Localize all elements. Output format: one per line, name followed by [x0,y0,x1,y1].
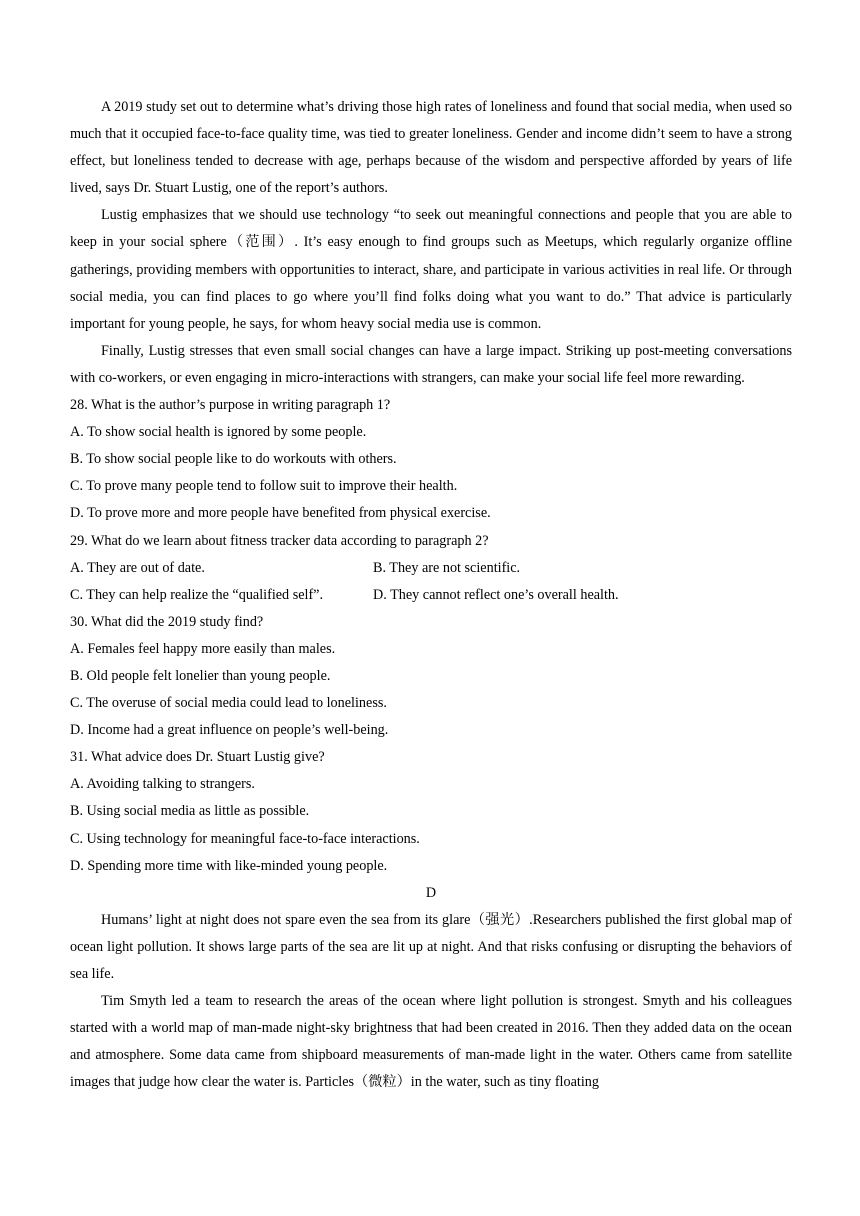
option-b: B. To show social people like to do workouts with others. [70,451,397,468]
section-heading-d: D [425,884,437,901]
question-29 [70,528,792,609]
question-31 [70,744,792,879]
option-c: C. To prove many people tend to follow suit to improve their health. [70,478,458,495]
question-stem: 28. What is the author’s purpose in writing paragraph 1? [70,397,391,414]
question-30 [70,609,792,744]
passage-c-paragraph-2: Lustig emphasizes that we should use technology “to seek out meaningful connections and people that you are able to keep in your social sphere（范围）. It’s easy enough to find groups such as Meetups, which regularly organize offline gatherings, providing members with opportunities to interact, share, and participate in various activities in real life. Or through social media, you can find places to go where you’ll find folks doing what you want to do.” That advice is particularly important for young people, he says, for whom heavy social media use is common. [70,207,792,332]
question-28 [70,392,792,527]
question-stem: 31. What advice does Dr. Stuart Lustig give? [70,749,325,766]
option-b: B. Using social media as little as possible. [70,803,310,820]
option-a: A. Females feel happy more easily than males. [70,640,336,657]
option-a: A. They are out of date. [70,559,205,576]
passage-d-paragraph-2: Tim Smyth led a team to research the areas of the ocean where light pollution is strongest. Smyth and his colleagues started with a world map of man-made night-sky brightness that had been created in 2016. Then they added data on the ocean and atmosphere. Some data came from shipboard measurements of man-made light in the water. Others came from satellite images that judge how clear the water is. Particles（微粒）in the water, such as tiny floating [70,993,792,1091]
option-d: D. Income had a great influence on people’s well-being. [70,722,389,739]
question-stem: 30. What did the 2019 study find? [70,613,264,630]
option-d: D. To prove more and more people have benefited from physical exercise. [70,505,491,522]
option-c: C. The overuse of social media could lead to loneliness. [70,695,387,712]
option-c: C. They can help realize the “qualified self”. [70,586,324,603]
option-c: C. Using technology for meaningful face-to-face interactions. [70,830,420,847]
option-d: D. They cannot reflect one’s overall health. [373,586,619,603]
passage-c-paragraph-1: A 2019 study set out to determine what’s driving those high rates of loneliness and found that social media, when used so much that it occupied face-to-face quality time, was tied to greater loneliness. Gender and income didn’t seem to have a strong effect, but loneliness tended to decrease with age, perhaps because of the wisdom and perspective afforded by years of life lived, says Dr. Stuart Lustig, one of the report’s authors. [70,99,792,197]
passage-d-paragraph-1: Humans’ light at night does not spare even the sea from its glare（强光）.Researchers published the first global map of ocean light pollution. It shows large parts of the sea are lit up at night. And that risks confusing or disrupting the behaviors of sea life. [70,911,792,982]
option-a: A. Avoiding talking to strangers. [70,776,255,793]
document-page [70,94,792,1096]
option-row [70,582,792,609]
option-a: A. To show social health is ignored by some people. [70,424,367,441]
option-d: D. Spending more time with like-minded young people. [70,857,388,874]
question-stem: 29. What do we learn about fitness tracker data according to paragraph 2? [70,532,489,549]
option-b: B. They are not scientific. [373,559,521,576]
option-row [70,555,792,582]
passage-c-paragraph-3: Finally, Lustig stresses that even small social changes can have a large impact. Striking up post-meeting conversations with co-workers, or even engaging in micro-interactions with strangers, can make your social life feel more rewarding. [70,342,792,386]
option-b: B. Old people felt lonelier than young people. [70,667,331,684]
